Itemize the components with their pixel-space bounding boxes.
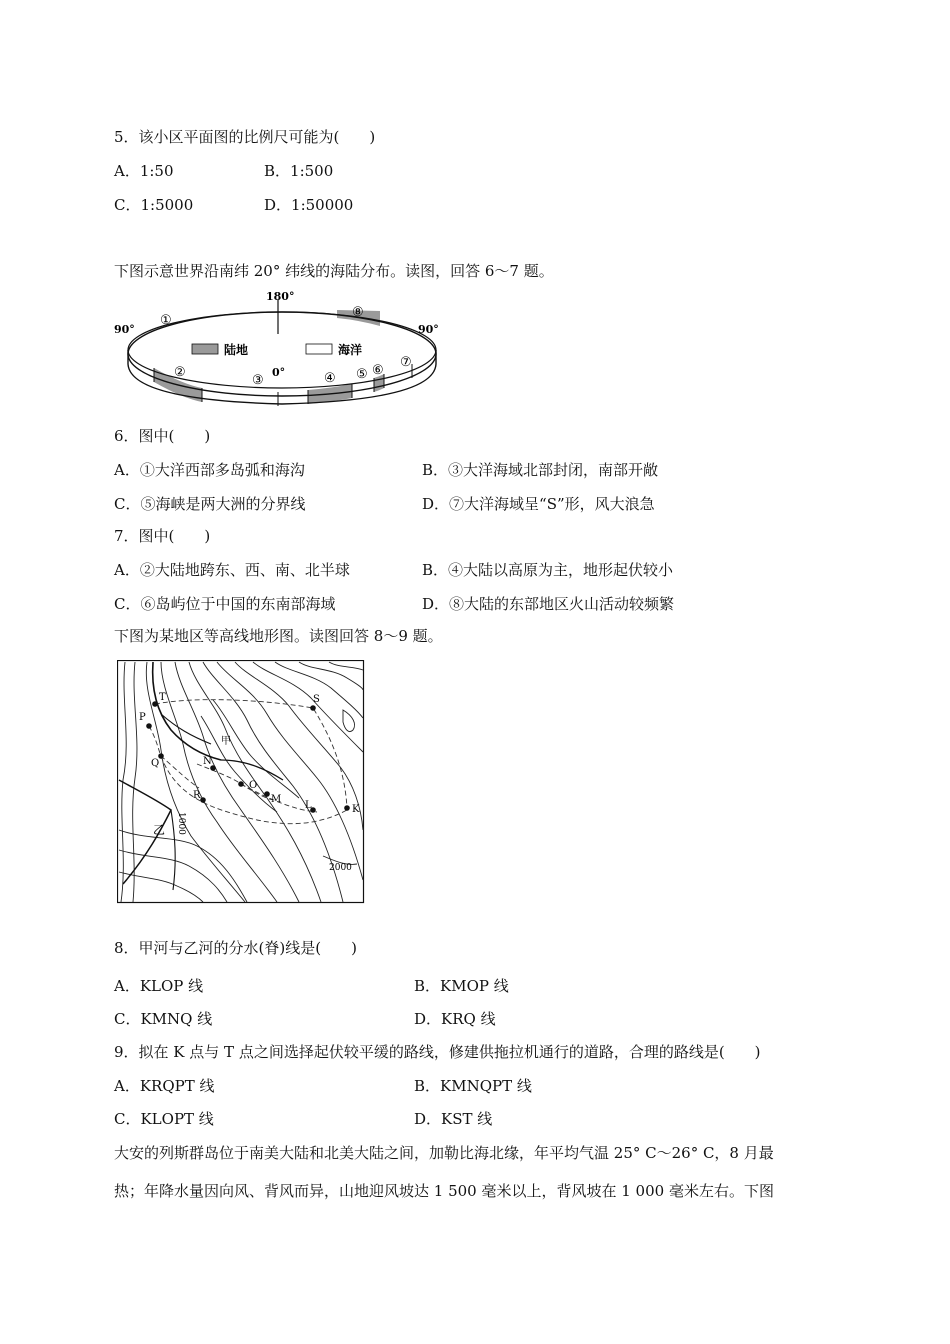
ring-num-6: ⑥: [372, 363, 384, 378]
label-S: S: [313, 694, 320, 705]
ring-num-4: ④: [324, 371, 336, 386]
q6-stem: 6．图中( ): [114, 427, 211, 445]
q8-option-b: B．KMOP 线: [414, 977, 509, 995]
q5-option-a: A．1:50: [114, 162, 174, 180]
label-1000: 1000: [176, 812, 186, 835]
q9-option-d: D．KST 线: [414, 1110, 493, 1128]
ring-num-7: ⑦: [400, 355, 412, 370]
q7-option-a: A．②大陆地跨东、西、南、北半球: [114, 561, 350, 579]
q7-option-d: D．⑧大陆的东部地区火山活动较频繁: [422, 595, 675, 613]
label-P: P: [139, 712, 146, 723]
label-yi: 乙: [153, 823, 166, 837]
ring-num-1: ①: [160, 313, 172, 328]
label-O: O: [249, 780, 258, 791]
point-R: [200, 797, 206, 803]
label-90-right: 90°: [418, 323, 439, 336]
latitude-ring-diagram: [112, 288, 452, 408]
point-O: [238, 781, 244, 787]
legend-land-label: 陆地: [224, 343, 249, 357]
label-R: R: [193, 790, 201, 801]
passage-line-1: 大安的列斯群岛位于南美大陆和北美大陆之间，加勒比海北缘，年平均气温 25° C～26° C，8 月最: [114, 1144, 774, 1162]
contour-map: [117, 660, 365, 904]
point-T: [152, 701, 158, 707]
legend-ocean-swatch: [306, 344, 332, 354]
label-90-left: 90°: [114, 323, 135, 336]
ring-num-5: ⑤: [356, 367, 368, 382]
q7-option-b: B．④大陆以高原为主，地形起伏较小: [422, 561, 674, 579]
passage-line-2: 热；年降水量因向风、背风而异，山地迎风坡达 1 500 毫米以上，背风坡在 1 000 毫米左右。下图: [114, 1182, 774, 1200]
q5-option-c: C．1:5000: [114, 196, 194, 214]
legend-ocean-label: 海洋: [338, 343, 363, 357]
q6-option-d: D．⑦大洋海域呈“S”形，风大浪急: [422, 495, 655, 513]
q5-option-b: B．1:500: [264, 162, 334, 180]
ring-num-2: ②: [174, 365, 186, 380]
point-P: [146, 723, 152, 729]
q5-stem: 5．该小区平面图的比例尺可能为( ): [114, 128, 376, 146]
q8-stem: 8．甲河与乙河的分水(脊)线是( ): [114, 939, 357, 957]
legend-land-swatch: [192, 344, 218, 354]
point-K: [344, 805, 350, 811]
intro-8-9: 下图为某地区等高线地形图。读图回答 8～9 题。: [114, 627, 443, 645]
point-M: [264, 791, 270, 797]
q8-option-a: A．KLOP 线: [114, 977, 204, 995]
ring-num-8: ⑧: [352, 305, 364, 320]
intro-6-7: 下图示意世界沿南纬 20° 纬线的海陆分布。读图，回答 6～7 题。: [114, 262, 554, 280]
q9-option-a: A．KRQPT 线: [114, 1077, 215, 1095]
q8-option-d: D．KRQ 线: [414, 1010, 496, 1028]
label-2000: 2000: [329, 863, 352, 873]
label-M: M: [271, 794, 282, 805]
label-Q: Q: [151, 758, 160, 769]
point-S: [310, 705, 316, 711]
label-T: T: [159, 692, 166, 703]
label-0: 0°: [272, 366, 286, 379]
label-jia: 甲: [221, 736, 231, 747]
q5-option-d: D．1:50000: [264, 196, 354, 214]
label-N: N: [203, 756, 212, 767]
q9-option-c: C．KLOPT 线: [114, 1110, 214, 1128]
q6-option-c: C．⑤海峡是两大洲的分界线: [114, 495, 306, 513]
q9-stem: 9．拟在 K 点与 T 点之间选择起伏较平缓的路线，修建供拖拉机通行的道路，合理的路线是( ): [114, 1043, 761, 1061]
label-K: K: [352, 804, 360, 815]
q6-option-b: B．③大洋海域北部封闭，南部开敞: [422, 461, 659, 479]
ring-land-segments: [154, 310, 384, 404]
label-L: L: [305, 800, 312, 811]
q8-option-c: C．KMNQ 线: [114, 1010, 213, 1028]
q7-option-c: C．⑥岛屿位于中国的东南部海域: [114, 595, 336, 613]
label-180: 180°: [266, 290, 295, 303]
q9-option-b: B．KMNQPT 线: [414, 1077, 532, 1095]
ring-num-3: ③: [252, 373, 264, 388]
q6-option-a: A．①大洋西部多岛弧和海沟: [114, 461, 305, 479]
q7-stem: 7．图中( ): [114, 527, 211, 545]
